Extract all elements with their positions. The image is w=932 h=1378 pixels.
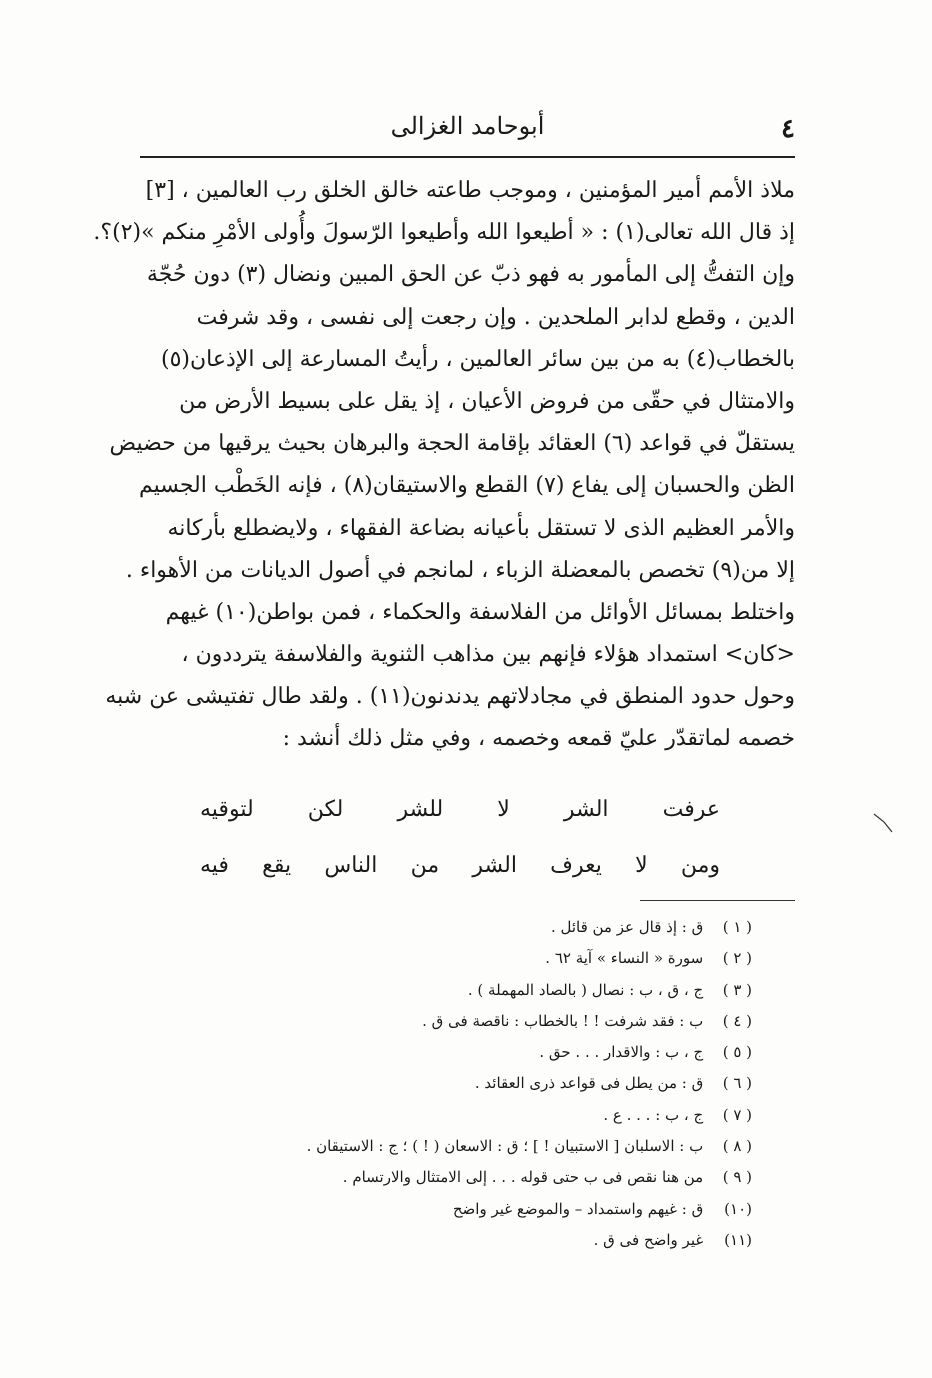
page-number: ٤: [781, 114, 795, 144]
footnote-text: من هنا نقص فى ب حتى قوله . . . إلى الامتثال والارتسام .: [342, 1168, 704, 1187]
footnote-text: ق : إذ قال عز من قائل .: [550, 918, 704, 936]
footnote: [170, 1162, 752, 1193]
footnote: [170, 1037, 752, 1068]
footnote-number: ( ١ ): [722, 918, 752, 936]
text-line: والامتثال في حقّى من فروض الأعيان ، إذ يقل على بسيط الأرض من: [179, 388, 795, 414]
footnote-text: ق : من يطل فى قواعد ذرى العقائد .: [474, 1074, 704, 1093]
footnote-text: غير واضح فى ق .: [593, 1230, 704, 1249]
footnote-text: ج ، ب : . . . ع .: [603, 1105, 704, 1124]
footnote-number: (١١): [724, 1230, 752, 1249]
text-line: وإن التفتُّ إلى المأمور به فهو ذبّ عن الحق المبين ونضال (٣) دون حُجّة: [146, 262, 795, 288]
text-line: بالخطاب(٤) به من بين سائر العالمين ، رأيتُ المسارعة إلى الإذعان(٥): [161, 346, 795, 372]
footnote-number: ( ٥ ): [722, 1043, 752, 1062]
footnote-number: ( ٩ ): [722, 1168, 752, 1187]
text-line: واختلط بمسائل الأوائل من الفلاسفة والحكماء ، فمن بواطن(١٠) غيهم: [165, 599, 795, 625]
footnote-rule: [640, 900, 795, 901]
text-line: الدين ، وقطع لدابر الملحدين . وإن رجعت إلى نفسى ، وقد شرفت: [196, 304, 795, 330]
footnote-number: (١٠): [724, 1199, 752, 1218]
footnote: [170, 1194, 752, 1225]
footnote-number: ( ٦ ): [722, 1074, 752, 1093]
running-head: أبوحامد الغزالى: [390, 112, 545, 140]
header-rule: [140, 156, 795, 158]
poem: [200, 782, 720, 894]
footnote-text: ج ، ب : والاقدار . . . حق .: [539, 1043, 704, 1062]
page-header: [140, 110, 795, 150]
footnote-text: ج ، ق ، ب : نصال ( بالصاد المهملة ) .: [467, 980, 704, 999]
footnote: [170, 1068, 752, 1099]
footnotes: [170, 912, 752, 1256]
text-line: ملاذ الأمم أمير المؤمنين ، وموجب طاعته خالق الخلق رب العالمين ، [٣]: [145, 178, 795, 203]
footnote: [170, 1131, 752, 1162]
footnote: [170, 1225, 752, 1256]
text-line: يستقلّ في قواعد (٦) العقائد بإقامة الحجة والبرهان بحيث يرقيها من حضيض: [109, 431, 795, 457]
text-line: وحول حدود المنطق في مجادلاتهم يدندنون(١١) . ولقد طال تفتيشى عن شبه: [105, 684, 795, 710]
text-line: إلا من(٩) تخصص بالمعضلة الزباء ، لمانجم في أصول الديانات من الأهواء .: [125, 557, 795, 583]
footnote-number: ( ٧ ): [722, 1105, 752, 1124]
footnote: [170, 912, 752, 943]
footnote-number: ( ٢ ): [722, 949, 752, 968]
main-text: [93, 170, 795, 761]
poem-verse: ومن لا يعرف الشر من الناس يقع فيه: [200, 853, 720, 878]
footnote-text: ب : فقد شرفت ! ! بالخطاب : ناقصة فى ق .: [422, 1011, 704, 1030]
footnote: [170, 1006, 752, 1037]
poem-verse: عرفت الشر لا للشر لكن لتوقيه: [200, 797, 720, 822]
footnote-text: ق : غيهم واستمداد – والموضع غير واضح: [452, 1199, 704, 1218]
footnote: [170, 943, 752, 974]
footnote: [170, 975, 752, 1006]
footnote-number: ( ٤ ): [722, 1011, 752, 1030]
text-line: الظن والحسبان إلى يفاع (٧) القطع والاستيقان(٨) ، فإنه الخَطْب الجسيم: [138, 473, 795, 499]
text-line: والأمر العظيم الذى لا تستقل بأعيانه بضاعة الفقهاء ، ولايضطلع بأركانه: [167, 515, 795, 541]
footnote-number: ( ٣ ): [722, 980, 752, 999]
text-line: إذ قال الله تعالى(١) : « أطيعوا الله وأطيعوا الرّسولَ وأُولى الأمْرِ منكم »(٢)؟.: [93, 220, 795, 246]
footnote-number: ( ٨ ): [722, 1137, 752, 1156]
margin-mark: [872, 812, 894, 834]
footnote: [170, 1100, 752, 1131]
text-line: خصمه لماتقدّر عليّ قمعه وخصمه ، وفي مثل ذلك أنشد :: [282, 726, 795, 752]
footnote-text: سورة « النساء » آية ٦٢ .: [545, 949, 704, 968]
footnote-text: ب : الاسلبان [ الاستبيان ! ] ؛ ق : الاسعان ( ! ) ؛ ج : الاستيقان .: [306, 1137, 704, 1156]
text-line: <كان> استمداد هؤلاء فإنهم بين مذاهب الثنوية والفلاسفة يترددون ،: [181, 642, 795, 668]
